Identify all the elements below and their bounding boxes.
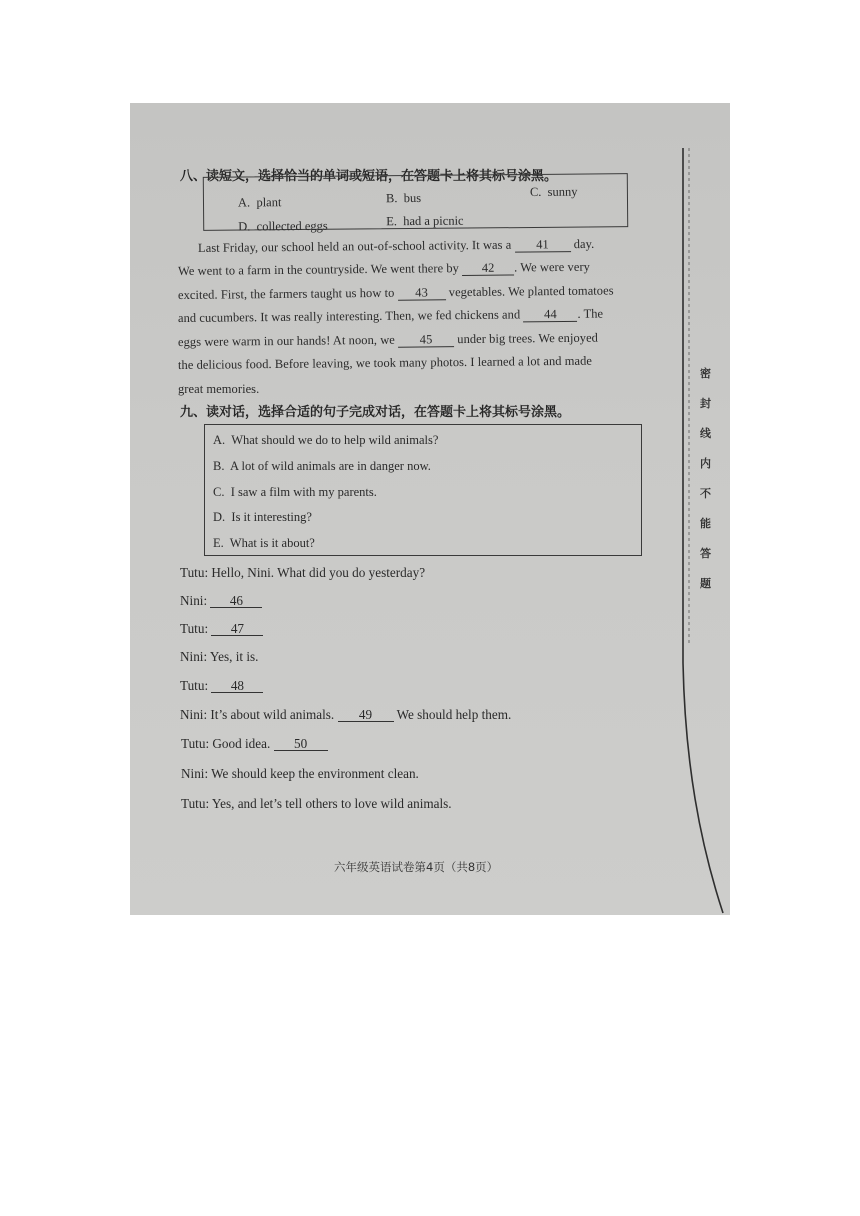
blank-46: 46 bbox=[210, 594, 262, 608]
blank-50: 50 bbox=[274, 737, 328, 751]
blank-45: 45 bbox=[398, 333, 454, 348]
seal-char: 线 bbox=[700, 427, 711, 440]
option-c: C. sunny bbox=[529, 184, 578, 200]
blank-49: 49 bbox=[338, 708, 394, 722]
sentence-options-box bbox=[204, 424, 642, 556]
dialogue-line: Tutu: 48 bbox=[180, 678, 263, 694]
seal-char: 封 bbox=[700, 397, 711, 410]
dialogue-line: Nini: Yes, it is. bbox=[180, 649, 259, 664]
passage-line: eggs were warm in our hands! At noon, we 45 under big trees. We enjoyed bbox=[177, 330, 599, 349]
option-b: B. A lot of wild animals are in danger now. bbox=[213, 459, 431, 473]
passage-line: We went to a farm in the countryside. We went there by 42 . We were very bbox=[177, 259, 590, 278]
dialogue-line: Nini: We should keep the environment clean. bbox=[181, 766, 419, 781]
blank-48: 48 bbox=[211, 679, 263, 693]
option-a: A. What should we do to help wild animals? bbox=[213, 433, 439, 447]
blank-47: 47 bbox=[211, 622, 263, 636]
passage-line: the delicious food. Before leaving, we took many photos. I learned a lot and made bbox=[177, 353, 593, 372]
passage-line: and cucumbers. It was really interesting. Then, we fed chickens and 44 . The bbox=[177, 306, 604, 325]
seal-char: 答 bbox=[700, 547, 711, 560]
dialogue-line: Nini: It’s about wild animals. 49 We should help them. bbox=[180, 707, 512, 722]
dialogue-line: Nini: 46 bbox=[180, 593, 262, 609]
dialogue-line: Tutu: 47 bbox=[180, 621, 263, 637]
seal-char: 能 bbox=[700, 517, 711, 530]
option-e: E. had a picnic bbox=[386, 213, 464, 229]
passage-line: Last Friday, our school held an out-of-school activity. It was a 41 day. bbox=[197, 236, 595, 255]
exam-page-photo bbox=[130, 103, 730, 915]
seal-char: 不 bbox=[700, 487, 711, 500]
option-d: D. Is it interesting? bbox=[213, 510, 312, 524]
section-8-heading: 八、读短文，选择恰当的单词或短语，在答题卡上将其标号涂黑。 bbox=[180, 169, 558, 184]
dialogue-line: Tutu: Good idea. 50 bbox=[181, 736, 328, 752]
seal-char: 密 bbox=[700, 367, 711, 380]
blank-42: 42 bbox=[462, 261, 514, 276]
passage-line: great memories. bbox=[178, 382, 260, 396]
passage-line: excited. First, the farmers taught us how to 43 vegetables. We planted tomatoes bbox=[177, 283, 614, 302]
blank-41: 41 bbox=[514, 238, 570, 253]
page-footer: 六年级英语试卷第4页（共8页） bbox=[334, 860, 499, 874]
blank-44: 44 bbox=[523, 308, 577, 323]
seal-char: 内 bbox=[700, 457, 711, 470]
dialogue-line: Tutu: Yes, and let’s tell others to love wild animals. bbox=[181, 796, 452, 811]
word-bank-box bbox=[203, 173, 628, 234]
option-c: C. I saw a film with my parents. bbox=[213, 485, 377, 499]
dialogue-line: Tutu: Hello, Nini. What did you do yesterday? bbox=[180, 565, 426, 580]
option-a: A. plant bbox=[237, 195, 282, 210]
option-b: B. bus bbox=[385, 190, 422, 206]
option-d: D. collected eggs bbox=[238, 218, 328, 234]
option-e: E. What is it about? bbox=[213, 536, 315, 550]
section-9-heading: 九、读对话，选择合适的句子完成对话，在答题卡上将其标号涂黑。 bbox=[180, 405, 571, 420]
blank-43: 43 bbox=[397, 286, 445, 301]
seal-char: 题 bbox=[700, 577, 711, 590]
